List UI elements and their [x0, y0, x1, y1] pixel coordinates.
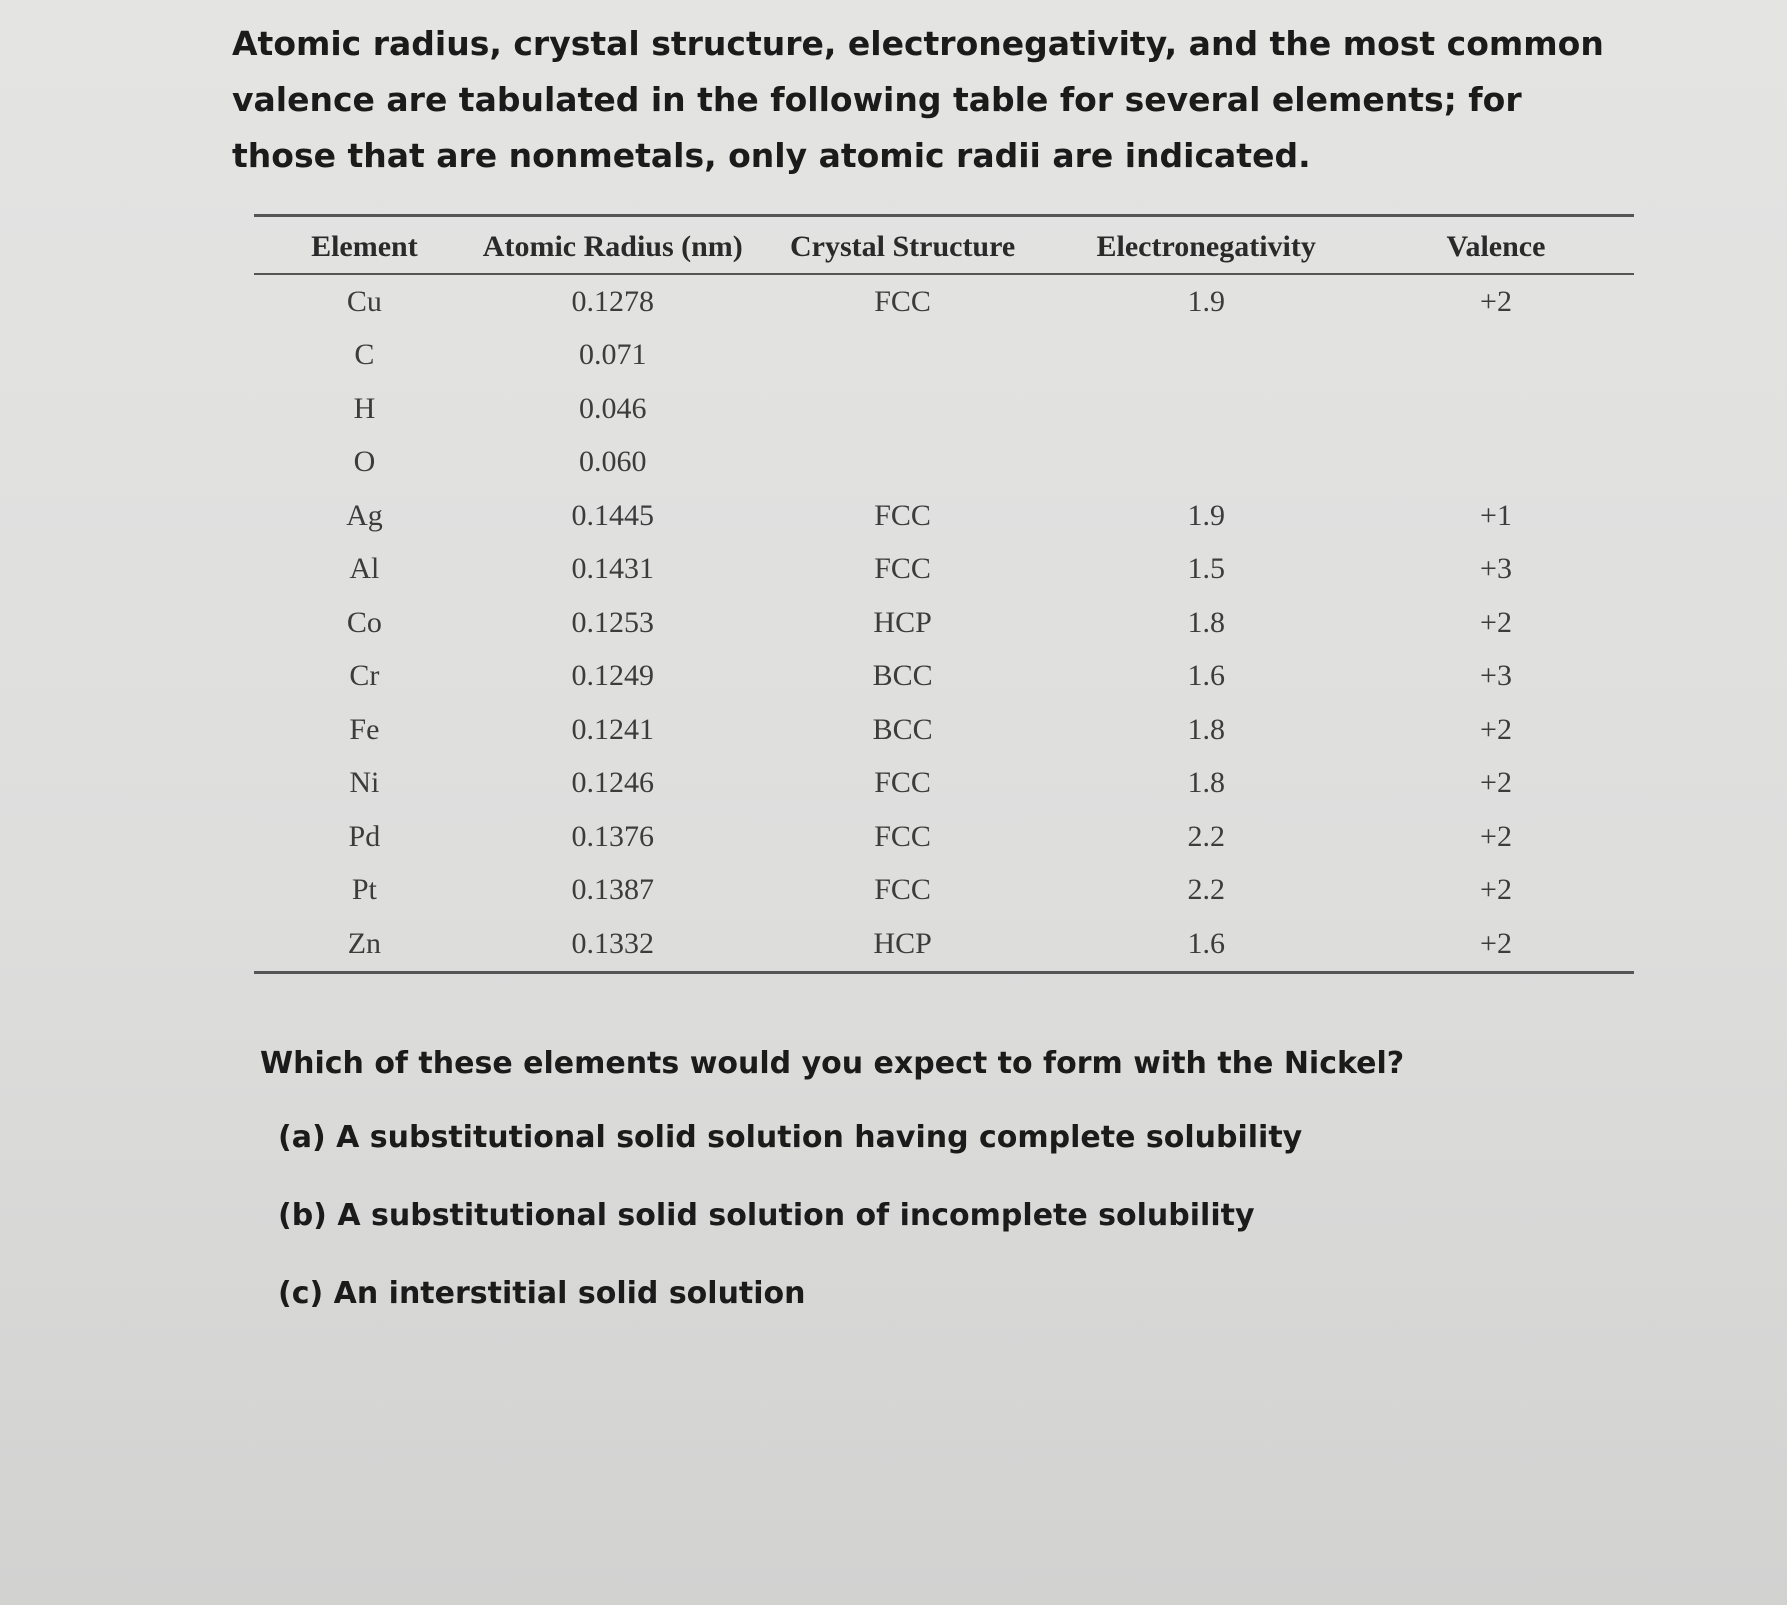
header-element: Element [254, 216, 475, 275]
cell-electronegativity: 1.5 [1187, 552, 1225, 586]
cell-valence: +2 [1480, 926, 1512, 960]
cell-element: C [354, 338, 375, 372]
cell-crystal-structure: FCC [874, 552, 931, 586]
cell-element: Co [346, 605, 382, 639]
cell-crystal-structure: FCC [874, 873, 931, 907]
properties-table-container [254, 214, 1634, 974]
header-crystal-structure: Crystal Structure [751, 216, 1055, 275]
cell-atomic-radius: 0.046 [579, 391, 647, 425]
cell-valence: +2 [1480, 712, 1512, 746]
cell-electronegativity: 1.9 [1187, 284, 1225, 318]
cell-electronegativity: 1.8 [1187, 712, 1225, 746]
cell-atomic-radius: 0.060 [579, 445, 647, 479]
table-row [254, 864, 1634, 918]
answer-options [278, 1120, 1302, 1354]
cell-crystal-structure: FCC [874, 284, 931, 318]
cell-crystal-structure: FCC [874, 766, 931, 800]
cell-crystal-structure: HCP [873, 605, 932, 639]
intro-paragraph: Atomic radius, crystal structure, electronegativity, and the most common valence are tabulated in the following table for several elements; for those that are nonmetals, only atomic radii are indicated. [232, 24, 1604, 175]
table-row [254, 436, 1634, 490]
table-row [254, 329, 1634, 383]
question-text: Which of these elements would you expect to form with the Nickel? [260, 1046, 1405, 1081]
cell-valence: +3 [1480, 659, 1512, 693]
cell-element: Fe [349, 712, 380, 746]
cell-valence: +2 [1480, 819, 1512, 853]
table-row [254, 810, 1634, 864]
cell-atomic-radius: 0.1387 [571, 873, 655, 907]
cell-valence: +2 [1480, 766, 1512, 800]
cell-crystal-structure [751, 382, 1055, 436]
table-row [254, 757, 1634, 811]
cell-electronegativity: 1.9 [1187, 498, 1225, 532]
cell-valence: +3 [1480, 552, 1512, 586]
cell-electronegativity [1054, 382, 1358, 436]
cell-crystal-structure: FCC [874, 819, 931, 853]
cell-atomic-radius: 0.1253 [571, 605, 655, 639]
table-row [254, 917, 1634, 972]
header-valence: Valence [1358, 216, 1634, 275]
cell-electronegativity: 2.2 [1187, 819, 1225, 853]
cell-element: Cu [346, 284, 382, 318]
cell-valence: +2 [1480, 284, 1512, 318]
cell-atomic-radius: 0.071 [579, 338, 647, 372]
table-row [254, 382, 1634, 436]
cell-electronegativity: 2.2 [1187, 873, 1225, 907]
cell-valence [1358, 382, 1634, 436]
cell-atomic-radius: 0.1445 [571, 498, 655, 532]
cell-electronegativity [1054, 436, 1358, 490]
cell-electronegativity: 1.8 [1187, 605, 1225, 639]
element-properties-table [254, 214, 1634, 974]
cell-element: H [353, 391, 376, 425]
cell-atomic-radius: 0.1246 [571, 766, 655, 800]
cell-atomic-radius: 0.1249 [571, 659, 655, 693]
table-row [254, 703, 1634, 757]
cell-atomic-radius: 0.1431 [571, 552, 655, 586]
cell-element: Al [349, 552, 380, 586]
table-row [254, 650, 1634, 704]
option-a: (a) A substitutional solid solution having complete solubility [278, 1120, 1303, 1155]
cell-element: Zn [347, 926, 382, 960]
table-row [254, 596, 1634, 650]
table-row [254, 489, 1634, 543]
cell-element: Pt [351, 873, 377, 907]
option-c: (c) An interstitial solid solution [278, 1276, 806, 1311]
header-electronegativity: Electronegativity [1054, 216, 1358, 275]
cell-electronegativity: 1.8 [1187, 766, 1225, 800]
table-header-row [254, 216, 1634, 275]
cell-electronegativity: 1.6 [1187, 926, 1225, 960]
cell-atomic-radius: 0.1278 [571, 284, 655, 318]
cell-crystal-structure [751, 329, 1055, 383]
table-row [254, 543, 1634, 597]
cell-element: Pd [348, 819, 381, 853]
cell-element: O [353, 445, 376, 479]
cell-atomic-radius: 0.1376 [571, 819, 655, 853]
cell-atomic-radius: 0.1241 [571, 712, 655, 746]
cell-valence: +2 [1480, 605, 1512, 639]
cell-crystal-structure [751, 436, 1055, 490]
cell-element: Ni [349, 766, 380, 800]
cell-element: Cr [349, 659, 380, 693]
cell-valence [1358, 436, 1634, 490]
cell-crystal-structure: BCC [872, 712, 933, 746]
cell-valence [1358, 329, 1634, 383]
table-row [254, 274, 1634, 329]
cell-electronegativity [1054, 329, 1358, 383]
cell-crystal-structure: BCC [872, 659, 933, 693]
cell-valence: +2 [1480, 873, 1512, 907]
option-b: (b) A substitutional solid solution of incomplete solubility [278, 1198, 1255, 1233]
cell-crystal-structure: FCC [874, 498, 931, 532]
cell-atomic-radius: 0.1332 [571, 926, 655, 960]
cell-element: Ag [346, 498, 383, 532]
cell-crystal-structure: HCP [873, 926, 932, 960]
header-atomic-radius: Atomic Radius (nm) [475, 216, 751, 275]
cell-electronegativity: 1.6 [1187, 659, 1225, 693]
cell-valence: +1 [1480, 498, 1512, 532]
